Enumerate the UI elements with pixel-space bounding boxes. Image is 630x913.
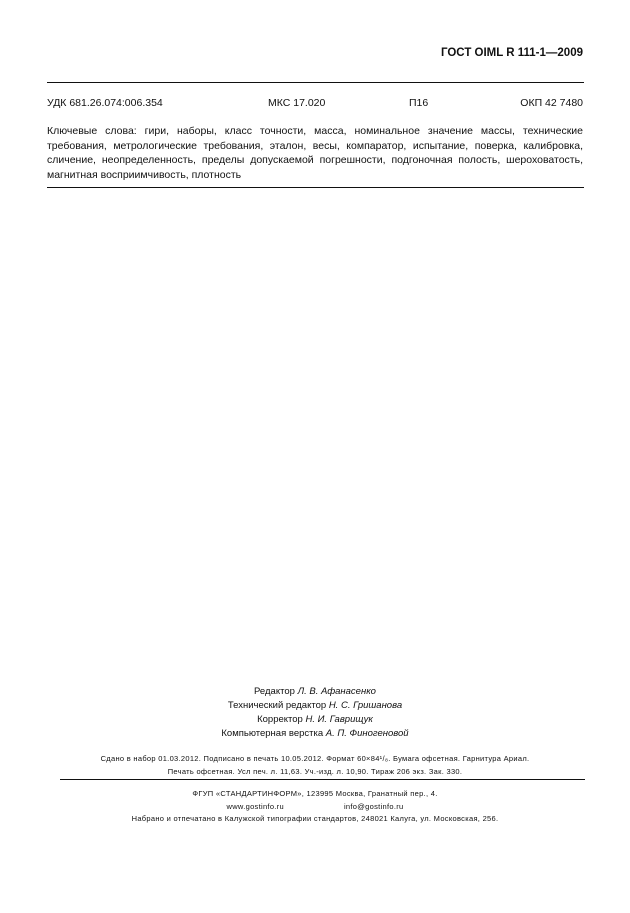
- credit-role: Корректор: [257, 714, 303, 725]
- email-link[interactable]: info@gostinfo.ru: [343, 801, 404, 811]
- standard-designation: ГОСТ OIML R 111-1—2009: [440, 47, 583, 59]
- credit-role: Компьютерная верстка: [221, 728, 324, 739]
- credit-tech-editor: [0, 699, 630, 713]
- credit-proofreader: [0, 713, 630, 727]
- imprint-line: Сдано в набор 01.03.2012. Подписано в печать 10.05.2012. Формат 60×84¹/₈. Бумага офсетная. Гарнитура Ариал.: [100, 754, 530, 763]
- publisher-footer: [0, 788, 630, 826]
- credits: [0, 685, 630, 741]
- mks-code: МКС 17.020: [268, 97, 326, 109]
- printer-info: Набрано и отпечатано в Калужской типографии стандартов, 248021 Калуга, ул. Московская, 256.: [131, 814, 499, 823]
- divider: [47, 82, 584, 83]
- credit-layout: [0, 727, 630, 741]
- credit-editor: [0, 685, 630, 699]
- credit-name: Н. С. Гришанова: [328, 700, 403, 711]
- okp-code: ОКП 42 7480: [520, 97, 583, 109]
- publisher-address: ФГУП «СТАНДАРТИНФОРМ», 123995 Москва, Гранатный пер., 4.: [192, 789, 438, 798]
- imprint: [0, 752, 630, 778]
- website-link[interactable]: www.gostinfo.ru: [226, 801, 284, 811]
- imprint-line: Печать офсетная. Усл печ. л. 11,63. Уч.-изд. л. 10,90. Тираж 206 экз. Зак. 330.: [167, 767, 463, 776]
- credit-role: Редактор: [254, 686, 295, 697]
- group-code: П16: [409, 97, 429, 109]
- keywords: Ключевые слова: гири, наборы, класс точности, масса, номинальное значение массы, технические требования, метрологические требования, эталон, весы, компаратор, испытание, поверка, калибровка, сличение, неопределенность, пределы допускаемой погрешности, подгоночная полость, шероховатость, магнитная восприимчивость, плотность: [47, 125, 583, 181]
- divider: [60, 779, 585, 780]
- credit-role: Технический редактор: [227, 700, 327, 711]
- udk-code: УДК 681.26.074:006.354: [47, 97, 163, 109]
- credit-name: А. П. Финогеновой: [325, 728, 409, 739]
- divider: [47, 187, 584, 188]
- credit-name: Л. В. Афанасенко: [297, 686, 376, 697]
- credit-name: Н. И. Гаврищук: [305, 714, 373, 725]
